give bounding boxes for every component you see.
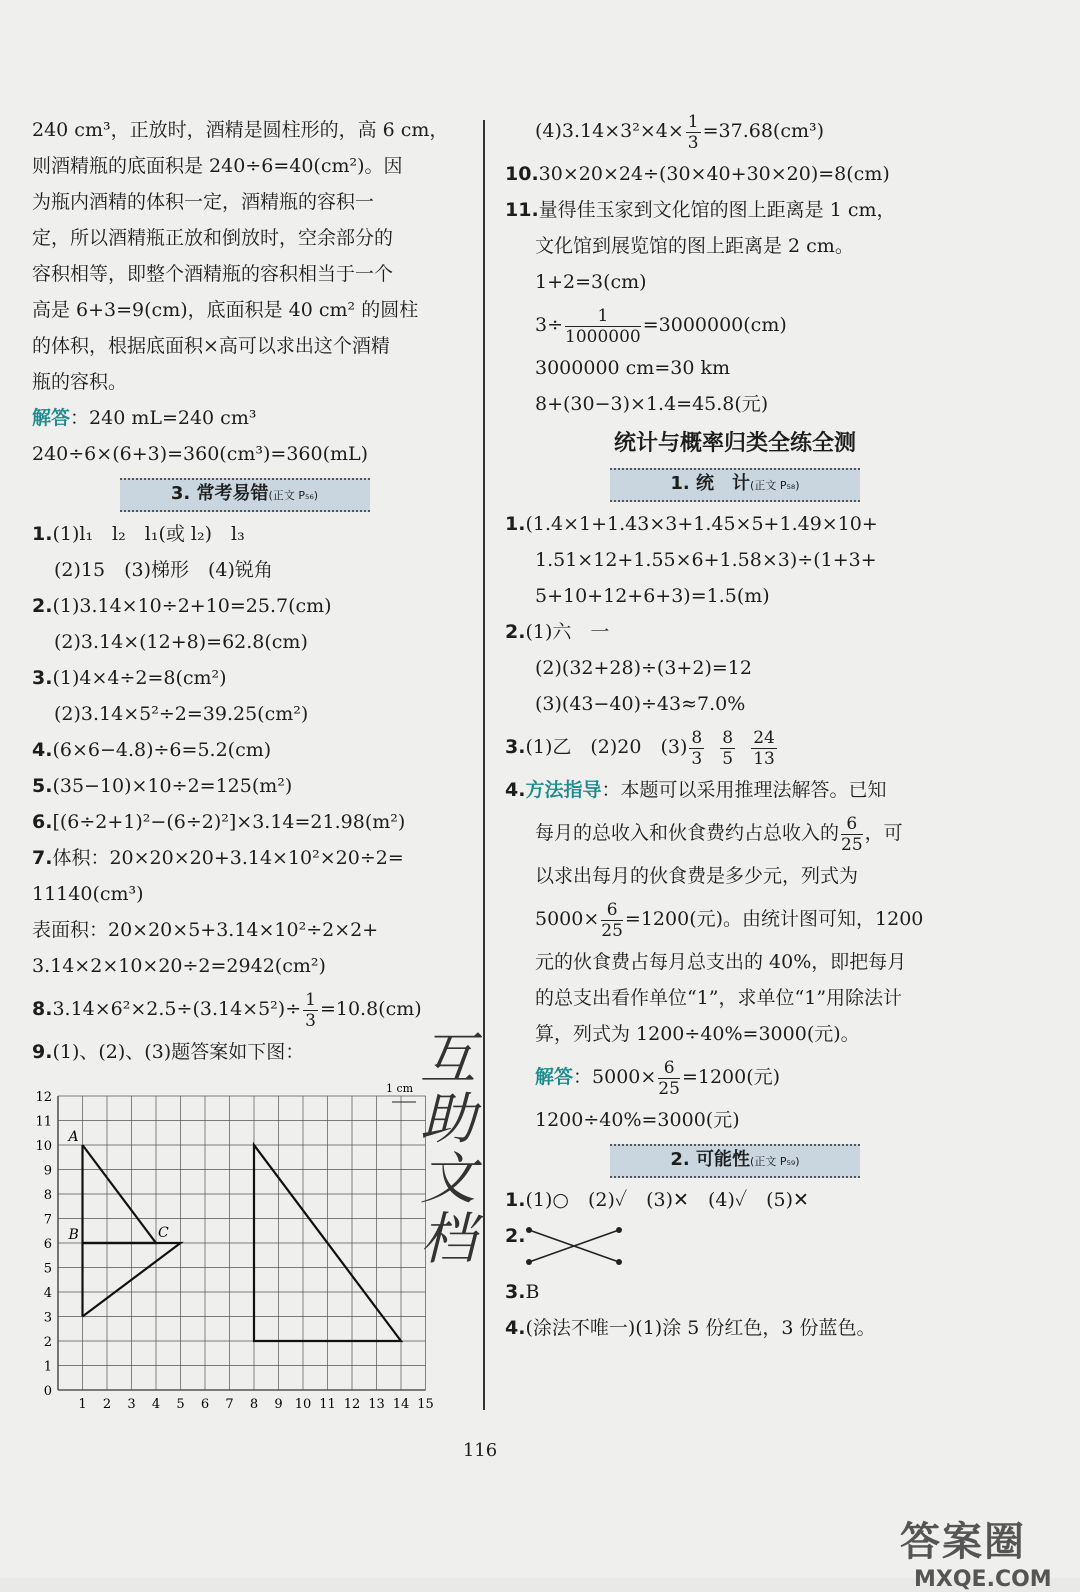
fraction: [303, 990, 318, 1031]
fraction-denominator: 25: [658, 1078, 680, 1099]
fraction-numerator: 1: [687, 111, 699, 132]
section-header-probability: [610, 1144, 860, 1178]
intro-line: 则酒精瓶的底面积是 240÷6=40(cm²)。因: [32, 155, 403, 177]
list-item: 1200÷40%=3000(元): [535, 1109, 740, 1131]
fraction-numerator: 6: [601, 900, 623, 921]
item-text: 3.14×6²×2.5÷(3.14×5²)÷: [52, 998, 302, 1020]
right-column: [505, 111, 965, 1346]
list-item: [505, 106, 965, 156]
item-text: 量得佳玉家到文化馆的图上距离是 1 cm，: [538, 199, 896, 221]
scale-label: 1 cm: [386, 1082, 414, 1095]
point-label: A: [68, 1129, 79, 1145]
item-text: (1)○ (2)✓ (3)✕ (4)✓ (5)✕: [525, 1189, 809, 1211]
list-item: 8+(30−3)×1.4=45.8(元): [535, 393, 769, 415]
item-text: (1)、(2)、(3)题答案如下图：: [52, 1041, 305, 1063]
fraction: [689, 728, 704, 769]
item-number: 4.: [505, 779, 526, 801]
list-item: [505, 506, 965, 542]
intro-line: 为瓶内酒精的体积一定，酒精瓶的容积一: [32, 191, 375, 213]
item-text: 体积：20×20×20+3.14×10²×20÷2=: [52, 847, 404, 869]
list-item: (2)15 (3)梯形 (4)锐角: [54, 559, 273, 581]
x-tick-label: 13: [368, 1397, 385, 1412]
list-item: [505, 1182, 965, 1218]
x-tick-label: 7: [225, 1397, 234, 1412]
y-tick-label: 12: [35, 1090, 52, 1105]
item-text: (35−10)×10÷2=125(m²): [52, 775, 293, 797]
item-text: (1)l₁ l₂ l₁(或 l₂) l₃: [52, 523, 245, 545]
x-tick-label: 15: [417, 1397, 434, 1412]
y-tick-label: 8: [43, 1188, 52, 1203]
list-item: [32, 768, 457, 804]
item-number: 1.: [505, 1189, 526, 1211]
column-divider: [483, 120, 485, 1410]
item-text: B: [525, 1281, 540, 1303]
watermark-logo: [900, 1510, 1052, 1592]
x-tick-label: 9: [274, 1397, 283, 1412]
list-item: [505, 894, 965, 944]
list-item: [505, 300, 965, 350]
intro-line: 定，所以酒精瓶正放和倒放时，空余部分的: [32, 227, 394, 249]
list-item: 文化馆到展览馆的图上距离是 2 cm。: [535, 235, 854, 257]
item-number: 3.: [505, 736, 526, 758]
fraction: [565, 306, 641, 347]
fraction-denominator: 3: [687, 132, 699, 153]
list-item: 1+2=3(cm): [535, 271, 647, 293]
y-tick-label: 5: [43, 1261, 52, 1277]
item-text: =1200(元): [681, 1066, 781, 1088]
fraction-numerator: 6: [658, 1058, 680, 1079]
fraction: [841, 814, 863, 855]
x-tick-label: 8: [249, 1397, 259, 1412]
answer-label: 解答: [32, 407, 71, 429]
item-result: =37.68(cm³): [702, 120, 825, 142]
section-title: 2. 可能性: [670, 1149, 751, 1170]
x-tick-label: 11: [319, 1397, 336, 1412]
list-item: 以求出每月的伙食费是多少元，列式为: [535, 865, 859, 887]
intro-line: 240 cm³，正放时，酒精是圆柱形的，高 6 cm，: [32, 119, 449, 141]
item-number: 11.: [505, 199, 539, 221]
item-result: =3000000(cm): [642, 314, 787, 336]
tick-labels: [35, 1090, 433, 1412]
fraction-denominator: 3: [691, 748, 703, 769]
item-number: 3.: [505, 1281, 526, 1303]
y-tick-label: 7: [43, 1212, 52, 1228]
fraction: [720, 728, 735, 769]
watermark-title: 答案圈: [900, 1519, 1026, 1565]
item-number: 2.: [32, 595, 53, 617]
x-tick-label: 1: [78, 1397, 87, 1412]
list-item: 11140(cm³): [32, 883, 144, 905]
point-label: B: [68, 1227, 79, 1243]
section-ref: (正文 P₅₈): [750, 479, 800, 492]
grid-svg: [30, 1082, 440, 1414]
item-number: 4.: [32, 739, 53, 761]
answer-text: ：240 mL=240 cm³: [70, 407, 257, 429]
item-text: (1.4×1+1.43×3+1.45×5+1.49×10+: [525, 513, 878, 535]
handwriting: 互助文档: [420, 1027, 476, 1272]
x-tick-label: 12: [343, 1397, 361, 1412]
y-tick-label: 10: [35, 1139, 52, 1154]
point-label: C: [158, 1225, 169, 1241]
match-dot: [526, 1259, 532, 1265]
list-item: 3.14×2×10×20÷2=2942(cm²): [32, 955, 326, 977]
list-item: [505, 1052, 965, 1102]
item-result: =10.8(cm): [319, 998, 422, 1020]
method-label: 方法指导: [525, 779, 602, 801]
list-item: [505, 1274, 965, 1310]
list-item: [32, 660, 457, 696]
section-header-3: [120, 478, 370, 512]
item-text: (1)4×4÷2=8(cm²): [52, 667, 227, 689]
list-item: [32, 588, 457, 624]
list-item: [32, 516, 457, 552]
list-item: 1.51×12+1.55×6+1.58×3)÷(1+3+: [535, 549, 877, 571]
list-item: [32, 1034, 457, 1070]
item-text: ：本题可以采用推理法解答。已知: [601, 779, 887, 801]
list-item: 3000000 cm=30 km: [535, 357, 730, 379]
fraction: [658, 1058, 680, 1099]
item-text: =1200(元)。由统计图可知，1200: [624, 908, 924, 930]
item-text: [(6÷2+1)²−(6÷2)²]×3.14=21.98(m²): [52, 811, 406, 833]
list-item: [505, 722, 965, 772]
x-tick-label: 3: [127, 1397, 136, 1412]
item-number: 8.: [32, 998, 53, 1020]
fraction-denominator: 5: [722, 748, 734, 769]
item-text: (6×6−4.8)÷6=5.2(cm): [52, 739, 272, 761]
y-tick-label: 2: [43, 1335, 52, 1350]
y-tick-label: 3: [43, 1310, 52, 1326]
list-item: [505, 192, 965, 228]
item-number: 4.: [505, 1317, 526, 1339]
list-item: [505, 1310, 965, 1346]
x-tick-label: 4: [151, 1397, 161, 1412]
x-tick-label: 14: [392, 1397, 410, 1412]
x-tick-label: 10: [294, 1397, 312, 1412]
list-item: [505, 1218, 965, 1274]
item-number: 9.: [32, 1041, 53, 1063]
match-dot: [526, 1227, 532, 1233]
list-item: (2)3.14×5²÷2=39.25(cm²): [54, 703, 309, 725]
fraction-denominator: 25: [601, 920, 623, 941]
section-ref: (正文 P₅₉): [750, 1155, 800, 1168]
item-text: (1)乙 (2)20 (3): [525, 736, 688, 758]
item-number: 1.: [32, 523, 53, 545]
list-item: [505, 156, 965, 192]
y-tick-label: 6: [43, 1237, 52, 1252]
fraction: [686, 112, 701, 153]
fraction-numerator: 1: [565, 306, 641, 327]
item-number: 10.: [505, 163, 539, 185]
section-title: 3. 常考易错: [170, 483, 269, 504]
list-item: [505, 808, 965, 858]
fraction-numerator: 8: [691, 727, 703, 748]
section-header-stats: [610, 468, 860, 502]
left-column: [32, 112, 457, 1070]
section-ref: (正文 P₅₆): [268, 489, 319, 502]
item-text: 5000×: [535, 908, 600, 930]
x-tick-label: 5: [176, 1397, 185, 1412]
y-tick-label: 11: [35, 1114, 52, 1130]
section-title: 1. 统 计: [670, 473, 751, 494]
item-text: (1)六 一: [525, 621, 610, 643]
intro-line: 瓶的容积。: [32, 371, 128, 393]
fraction-denominator: 3: [305, 1010, 316, 1031]
answer-line: [32, 400, 457, 436]
list-item: [32, 804, 457, 840]
fraction: [601, 900, 623, 941]
list-item: 表面积：20×20×5+3.14×10²÷2×2+: [32, 919, 379, 941]
x-tick-label: 6: [200, 1397, 210, 1412]
matching-lines: [523, 1222, 643, 1272]
list-item: 5+10+12+6+3)=1.5(m): [535, 585, 770, 607]
list-item: [505, 772, 965, 808]
item-text: 3÷: [535, 314, 564, 336]
fraction: [751, 728, 777, 769]
item-number: 7.: [32, 847, 53, 869]
list-item: (3)(43−40)÷43≈7.0%: [535, 693, 746, 715]
answer-label: 解答: [535, 1066, 574, 1088]
list-item: [32, 732, 457, 768]
intro-line: 的体积，根据底面积×高可以求出这个酒精: [32, 335, 390, 357]
intro-line: 容积相等，即整个酒精瓶的容积相当于一个: [32, 263, 394, 285]
page-number: 116: [462, 1440, 498, 1461]
list-item: [505, 614, 965, 650]
item-number: 3.: [32, 667, 53, 689]
item-number: 6.: [32, 811, 53, 833]
item-number: 5.: [32, 775, 53, 797]
fraction-numerator: 6: [841, 814, 863, 835]
y-tick-label: 9: [43, 1163, 52, 1179]
list-item: (2)(32+28)÷(3+2)=12: [535, 657, 752, 679]
intro-line: 高是 6+3=9(cm)，底面积是 40 cm² 的圆柱: [32, 299, 419, 321]
fraction-denominator: 13: [753, 748, 775, 769]
fraction-numerator: 24: [753, 727, 775, 748]
watermark-url: MXQE.COM: [914, 1567, 1052, 1592]
list-item: 的总支出看作单位“1”，求单位“1”用除法计: [535, 987, 903, 1009]
y-tick-label: 0: [43, 1384, 52, 1399]
fraction-numerator: 8: [722, 727, 734, 748]
item-text: (涂法不唯一)(1)涂 5 份红色，3 份蓝色。: [525, 1317, 876, 1339]
grid-figure: [30, 1082, 440, 1418]
match-dot: [616, 1227, 622, 1233]
y-tick-label: 4: [43, 1286, 52, 1301]
list-item: 元的伙食费占每月总支出的 40%，即把每月: [535, 951, 907, 973]
item-text: 每月的总收入和伙食费约占总收入的: [535, 822, 840, 844]
match-dot: [616, 1259, 622, 1265]
item-number: 2.: [505, 621, 526, 643]
list-item: [32, 984, 457, 1034]
item-text: (4)3.14×3²×4×: [535, 120, 684, 142]
item-text: (1)3.14×10÷2+10=25.7(cm): [52, 595, 332, 617]
list-item: [32, 840, 457, 876]
x-tick-label: 2: [102, 1397, 112, 1412]
item-text: 30×20×24÷(30×40+30×20)=8(cm): [538, 163, 890, 185]
item-number: 1.: [505, 513, 526, 535]
fraction-denominator: 25: [841, 834, 863, 855]
chapter-title: 统计与概率归类全练全测: [613, 431, 856, 456]
item-number: 2.: [505, 1225, 526, 1247]
list-item: (2)3.14×(12+8)=62.8(cm): [54, 631, 308, 653]
item-text: ，可: [864, 822, 903, 844]
list-item: 算，列式为 1200÷40%=3000(元)。: [535, 1023, 860, 1045]
answer-line: 240÷6×(6+3)=360(cm³)=360(mL): [32, 443, 369, 465]
item-text: ：5000×: [573, 1066, 657, 1088]
y-tick-label: 1: [43, 1359, 52, 1375]
fraction-numerator: 1: [305, 989, 316, 1010]
fraction-denominator: 1000000: [565, 326, 641, 347]
